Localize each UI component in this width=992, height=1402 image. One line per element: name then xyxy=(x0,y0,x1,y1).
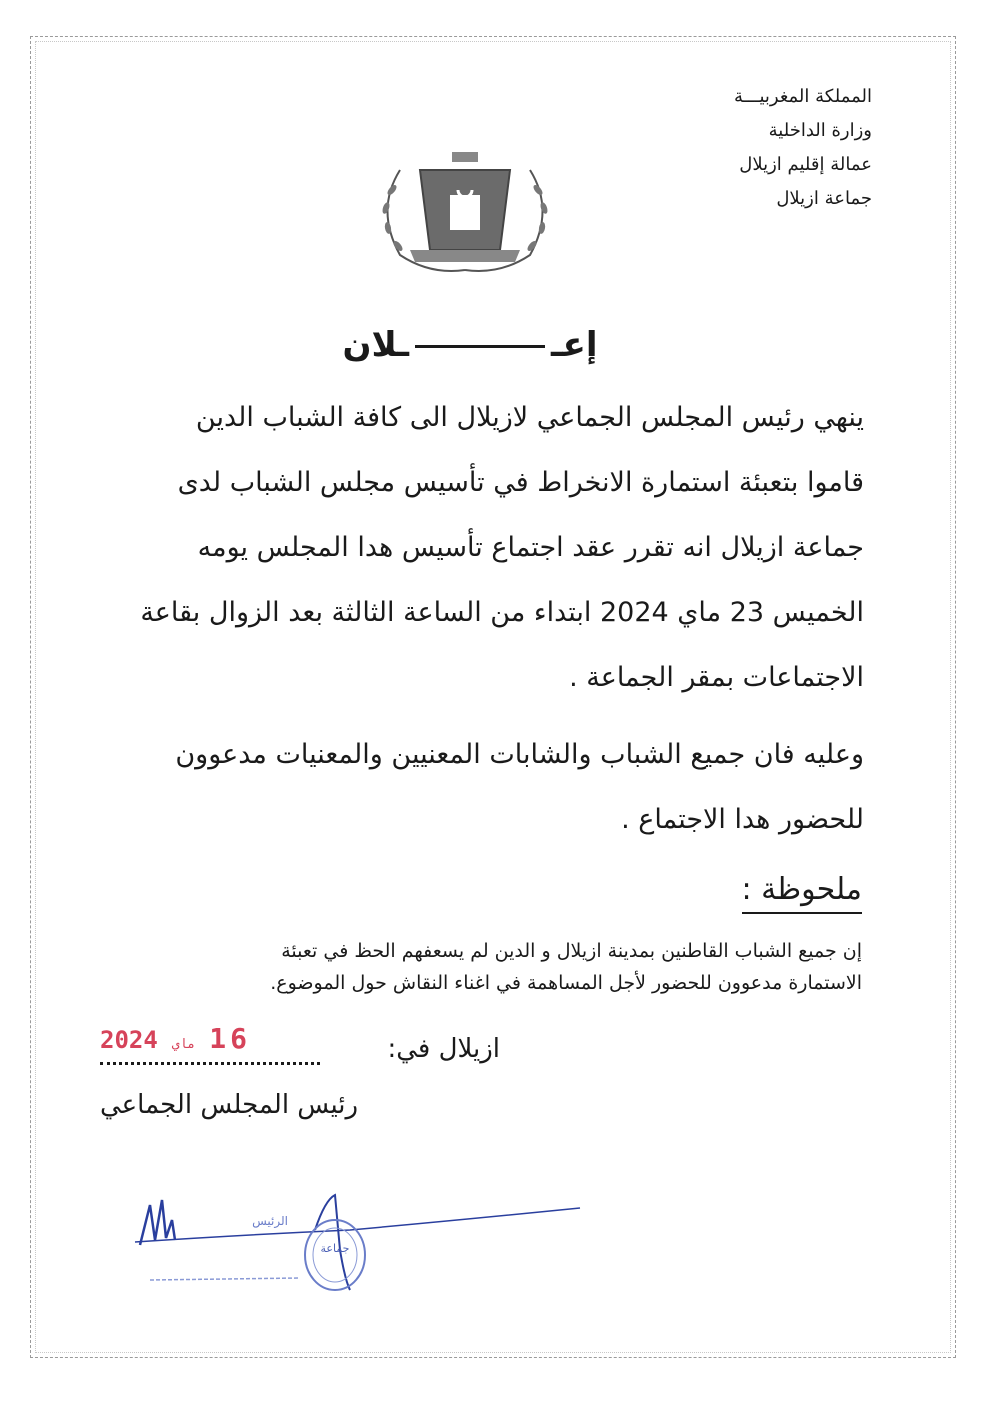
body-line: الخميس 23 ماي 2024 ابتداء من الساعة الثالثة بعد الزوال بقاعة xyxy=(140,597,864,628)
crest-icon xyxy=(370,150,560,280)
invitation-line: للحضور هدا الاجتماع . xyxy=(621,804,864,835)
note-body xyxy=(100,935,862,999)
announcement-title xyxy=(300,325,640,365)
date-stamp xyxy=(100,1022,251,1055)
stamp-text: جماعة xyxy=(320,1242,350,1255)
body-line: ينهي رئيس المجلس الجماعي لازيلال الى كافة الشباب الدين xyxy=(195,402,864,433)
header-kingdom: المملكة المغربيـــة xyxy=(734,86,872,107)
president-title: رئيس المجلس الجماعي xyxy=(100,1090,359,1120)
signature-stamp-icon xyxy=(120,1190,590,1300)
date-month: ماي xyxy=(171,1037,196,1052)
note-line: الاستمارة مدعوون للحضور لأجل المساهمة في اغناء النقاش حول الموضوع. xyxy=(270,972,862,994)
body-line: جماعة ازيلال انه تقرر عقد اجتماع تأسيس هدا المجلس يومه xyxy=(197,532,864,563)
header-commune: جماعة ازيلال xyxy=(776,188,872,209)
signer-text: الرئيس xyxy=(252,1214,288,1228)
announcement-body xyxy=(100,385,864,710)
invitation-line: وعليه فان جميع الشباب والشابات المعنيين والمعنيات مدعوون xyxy=(175,739,864,770)
header-ministry: وزارة الداخلية xyxy=(768,120,872,141)
title-start: إعـ xyxy=(550,325,598,365)
header-block xyxy=(572,80,872,216)
place-label: ازيلال في: xyxy=(387,1034,500,1064)
date-day: 16 xyxy=(209,1022,251,1055)
title-kashida xyxy=(415,345,545,348)
note-line: إن جميع الشباب القاطنين بمدينة ازيلال و الدين لم يسعفهم الحظ في تعبئة xyxy=(281,940,862,962)
note-label: ملحوظة : xyxy=(742,870,862,914)
title-end: ـلان xyxy=(342,325,409,365)
date-year: 2024 xyxy=(100,1026,158,1054)
invitation-body xyxy=(100,722,864,852)
body-line: الاجتماعات بمقر الجماعة . xyxy=(569,662,864,693)
header-province: عمالة إقليم ازيلال xyxy=(739,154,872,175)
body-line: قاموا بتعبئة استمارة الانخراط في تأسيس مجلس الشباب لدى xyxy=(177,467,864,498)
